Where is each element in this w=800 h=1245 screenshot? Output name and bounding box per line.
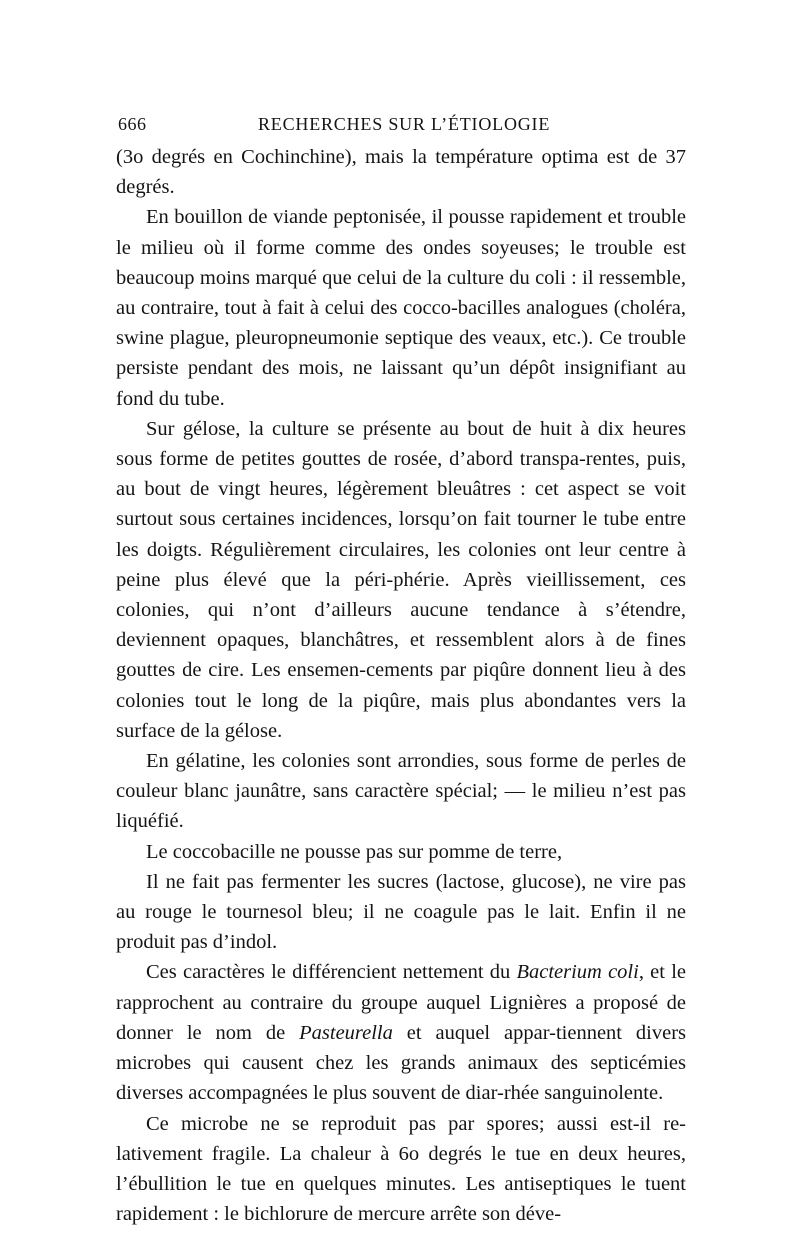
running-head: RECHERCHES SUR L’ÉTIOLOGIE [258, 114, 551, 134]
paragraph-7-part-1: Ces caractères le différencient nettement du [146, 961, 517, 984]
paragraph-7 [116, 957, 686, 1108]
paragraph-7-part-2: , et le rapprochent au contraire du groupe auquel Lignières a proposé de donner le nom de [116, 961, 686, 1044]
paragraph-4: En gélatine, les colonies sont arrondies, sous forme de perles de couleur blanc jaunâtre, sans caractère spécial; — le milieu n’est pas liquéfié. [116, 750, 686, 833]
paragraph-6: Il ne fait pas fermenter les sucres (lactose, glucose), ne vire pas au rouge le tournesol bleu; il ne coagule pas le lait. Enfin il ne produit pas d’indol. [116, 870, 686, 954]
page-number: 666 [118, 114, 147, 134]
italic-bacterium-coli: Bacterium coli [516, 961, 639, 984]
paragraph-3: Sur gélose, la culture se présente au bout de huit à dix heures sous forme de petites gouttes de rosée, d’abord transpa-rentes, puis, au bout de vingt heures, légèrement bleuâtres : cet aspect se voit surtout sous certaines incidences, lorsqu’on fait tourner le tube entre les doigts. Régulièrement circulaires, les colonies ont leur centre à peine plus élevé que la péri-phérie. Après vieillissement, ces colonies, qui n’ont d’ailleurs aucune tendance à s’étendre, deviennent opaques, blanchâtres, et ressemblent alors à de fines gouttes de cire. Les ensemen-cements par piqûre donnent lieu à des colonies tout le long de la piqûre, mais plus abondantes vers la surface de la gélose. [116, 417, 686, 742]
book-page [116, 114, 686, 1229]
paragraph-8: Ce microbe ne se reproduit pas par spores; aussi est-il re-lativement fragile. La chaleur à 6o degrés le tue en deux heures, l’ébullition le tue en quelques minutes. Les antiseptiques le tuent rapidement : le bichlorure de mercure arrête son déve- [116, 1112, 686, 1226]
page-header [116, 114, 686, 142]
paragraph-1: (3o degrés en Cochinchine), mais la température optima est de 37 degrés. [116, 146, 686, 199]
italic-pasteurella: Pasteurella [299, 1021, 393, 1044]
paragraph-2: En bouillon de viande peptonisée, il pousse rapidement et trouble le milieu où il forme comme des ondes soyeuses; le trouble est beaucoup moins marqué que celui de la culture du coli : il ressemble, au contraire, tout à fait à celui des cocco-bacilles analogues (choléra, swine plague, pleuropneumonie septique des veaux, etc.). Ce trouble persiste pendant des mois, ne laissant qu’un dépôt insignifiant au fond du tube. [116, 206, 686, 410]
paragraph-7-part-3: et auquel appar-tiennent divers microbes qui causent chez les grands animaux des septicémies diverses accompagnées le plus souvent de diar-rhée sanguinolente. [116, 1021, 687, 1105]
paragraph-5: Le coccobacille ne pousse pas sur pomme de terre, [146, 840, 563, 863]
body-text [116, 142, 686, 1229]
